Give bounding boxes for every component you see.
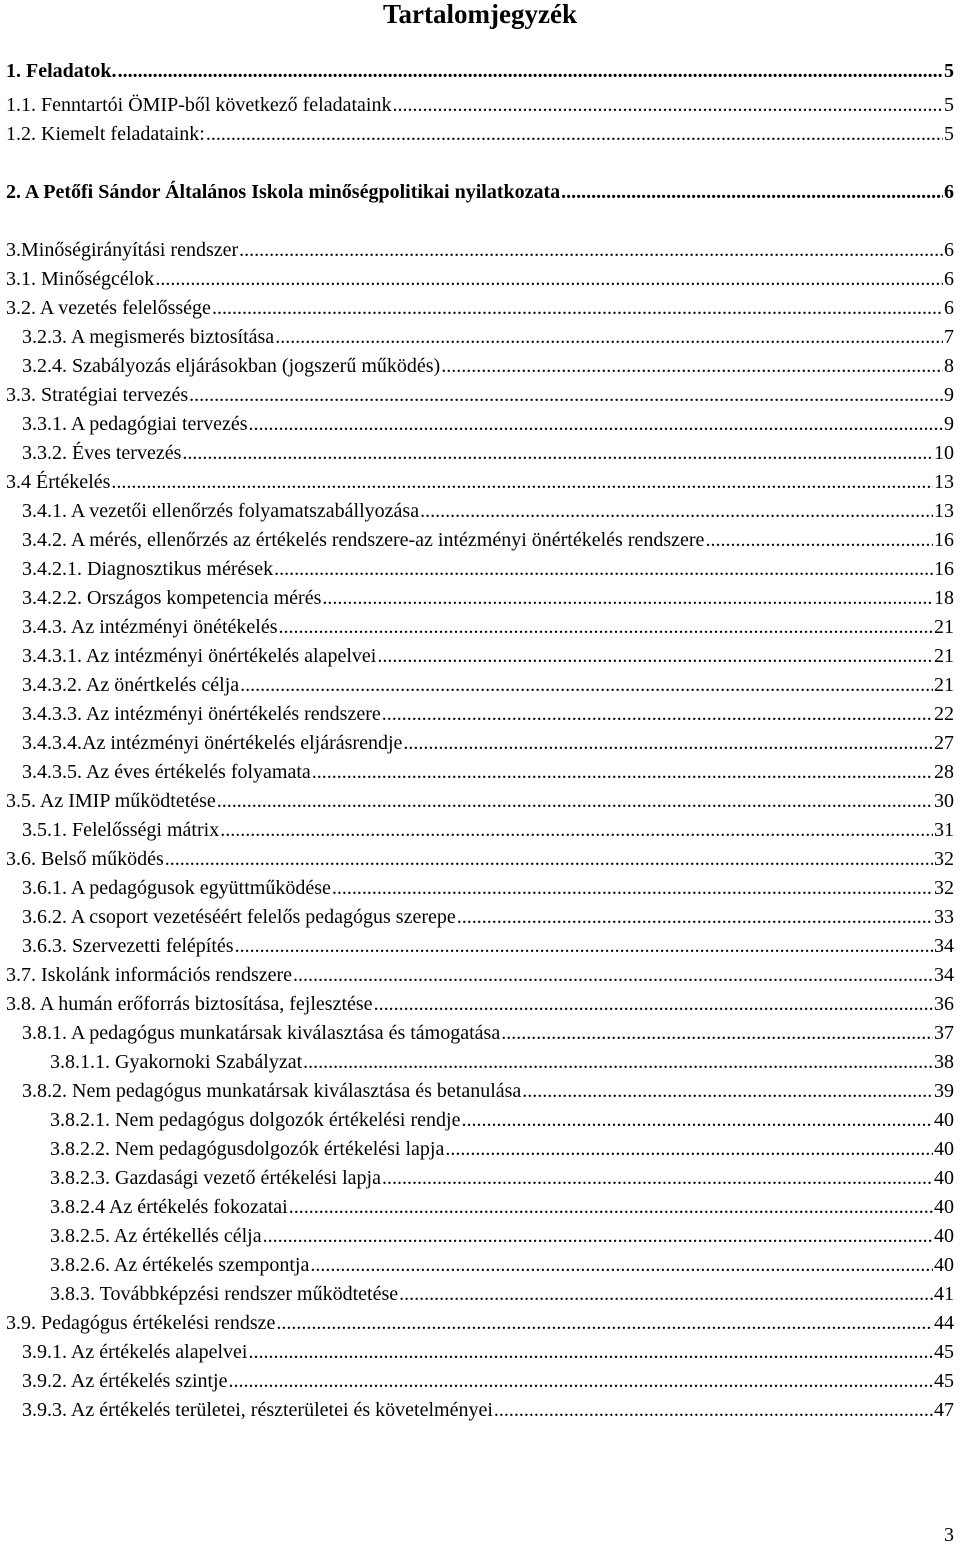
toc-entry-page: 32	[934, 848, 954, 870]
toc-entry[interactable]	[22, 1017, 954, 1045]
toc-leader-dots	[403, 731, 933, 755]
toc-entry-page: 8	[944, 355, 954, 377]
toc-entry-label: 1.2. Kiemelt feladataink:	[6, 123, 205, 145]
toc-leader-dots	[382, 702, 933, 726]
toc-leader-dots	[705, 528, 933, 552]
toc-leader-dots	[501, 1021, 933, 1045]
toc-entry-page: 34	[934, 935, 954, 957]
toc-leader-dots	[303, 1050, 933, 1074]
toc-leader-dots	[239, 238, 943, 262]
toc-entry[interactable]	[22, 1394, 954, 1422]
toc-entry-page: 6	[944, 239, 954, 261]
toc-entry-label: 3.8.1.1. Gyakornoki Szabályzat	[50, 1051, 303, 1073]
toc-entry[interactable]	[6, 466, 954, 494]
toc-leader-dots	[220, 818, 933, 842]
toc-entry[interactable]	[6, 89, 954, 117]
toc-entry-page: 34	[934, 964, 954, 986]
toc-leader-dots	[263, 1224, 933, 1248]
toc-entry-page: 44	[934, 1312, 954, 1334]
toc-entry-label: 3.4.2. A mérés, ellenőrzés az értékelés rendszere-az intézményi önértékelés rendszere	[22, 529, 705, 551]
toc-entry-label: 3.4.3. Az intézményi önétékelés	[22, 616, 278, 638]
toc-entry-page: 18	[934, 587, 954, 609]
toc-entry-label: 1.1. Fenntartói ÖMIP-ből következő feladataink	[6, 94, 392, 116]
toc-leader-dots	[111, 470, 933, 494]
toc-leader-dots	[561, 180, 943, 204]
toc-leader-dots	[278, 615, 933, 639]
toc-entry-page: 21	[934, 616, 954, 638]
toc-entry-label: 3.8.2.2. Nem pedagógusdolgozók értékelési lapja	[50, 1138, 445, 1160]
toc-entry-page: 5	[944, 60, 954, 82]
toc-leader-dots	[206, 122, 943, 146]
toc-entry[interactable]	[22, 814, 954, 842]
toc-entry[interactable]	[6, 843, 954, 871]
toc-entry[interactable]	[6, 263, 954, 291]
toc-entry[interactable]	[22, 524, 954, 552]
toc-entry-label: 3.9.1. Az értékelés alapelvei	[22, 1341, 248, 1363]
toc-entry[interactable]	[50, 1249, 954, 1277]
toc-entry-page: 45	[934, 1370, 954, 1392]
toc-entry-label: 3.3.1. A pedagógiai tervezés	[22, 413, 248, 435]
toc-entry-page: 9	[944, 413, 954, 435]
toc-leader-dots	[248, 1340, 933, 1364]
toc-leader-dots	[399, 1282, 933, 1306]
toc-entry[interactable]	[22, 698, 954, 726]
toc-entry-label: 3.9.3. Az értékelés területei, részterületei és követelményei	[22, 1399, 493, 1421]
toc-entry[interactable]	[22, 408, 954, 436]
toc-entry-label: 3.6.2. A csoport vezetéséért felelős pedagógus szerepe	[22, 906, 456, 928]
toc-entry-label: 3.5.1. Felelősségi mátrix	[22, 819, 220, 841]
toc-leader-dots	[310, 1253, 933, 1277]
toc-leader-dots	[494, 1398, 933, 1422]
toc-entry-label: 3.2.4. Szabályozás eljárásokban (jogszerű működés)	[22, 355, 441, 377]
toc-entry-label: 3.3. Stratégiai tervezés	[6, 384, 189, 406]
toc-entry-page: 13	[934, 471, 954, 493]
toc-leader-dots	[155, 267, 943, 291]
toc-entry-label: 3.4.2.2. Országos kompetencia mérés	[22, 587, 322, 609]
toc-entry[interactable]	[22, 669, 954, 697]
toc-entry[interactable]	[22, 350, 954, 378]
toc-entry-page: 41	[934, 1283, 954, 1305]
toc-leader-dots	[312, 760, 933, 784]
toc-entry-label: 3.4.3.4.Az intézményi önértékelés eljárásrendje	[22, 732, 403, 754]
toc-leader-dots	[118, 59, 943, 83]
toc-entry-page: 16	[934, 529, 954, 551]
toc-entry-label: 3.8.2. Nem pedagógus munkatársak kiválasztása és betanulása	[22, 1080, 522, 1102]
toc-entry-page: 10	[934, 442, 954, 464]
toc-entry[interactable]	[22, 640, 954, 668]
toc-entry-page: 21	[934, 674, 954, 696]
toc-leader-dots	[382, 1166, 933, 1190]
toc-entry-page: 7	[944, 326, 954, 348]
toc-entry-label: 3.2.3. A megismerés biztosítása	[22, 326, 275, 348]
toc-entry[interactable]	[50, 1046, 954, 1074]
toc-entry-page: 16	[934, 558, 954, 580]
toc-leader-dots	[189, 383, 943, 407]
toc-entry[interactable]	[22, 321, 954, 349]
toc-entry-label: 3.Minőségirányítási rendszer	[6, 239, 239, 261]
toc-entry[interactable]	[22, 437, 954, 465]
toc-entry-label: 3.4.3.5. Az éves értékelés folyamata	[22, 761, 311, 783]
toc-entry-page: 5	[944, 94, 954, 116]
toc-entry-label: 3.4.2.1. Diagnosztikus mérések	[22, 558, 274, 580]
toc-entry-page: 27	[934, 732, 954, 754]
toc-entry-label: 3.5. Az IMIP működtetése	[6, 790, 216, 812]
toc-entry[interactable]	[22, 611, 954, 639]
toc-leader-dots	[229, 1369, 934, 1393]
toc-entry-label: 3.6.3. Szervezetti felépítés	[22, 935, 234, 957]
toc-entry[interactable]	[50, 1278, 954, 1306]
toc-entry-label: 3.4.1. A vezetői ellenőrzés folyamatszabállyozása	[22, 500, 420, 522]
toc-entry-page: 32	[934, 877, 954, 899]
toc-entry[interactable]	[22, 930, 954, 958]
page-number: 3	[944, 1524, 954, 1546]
toc-leader-dots	[293, 963, 933, 987]
toc-entry[interactable]	[50, 1162, 954, 1190]
toc-entry-label: 3.9. Pedagógus értékelési rendsze	[6, 1312, 276, 1334]
toc-entry[interactable]	[6, 176, 954, 204]
toc-entry-label: 3.8.2.1. Nem pedagógus dolgozók értékelési rendje	[50, 1109, 461, 1131]
toc-leader-dots	[377, 644, 933, 668]
toc-entry-label: 3.3.2. Éves tervezés	[22, 442, 182, 464]
toc-entry[interactable]	[6, 234, 954, 262]
toc-entry[interactable]	[22, 1365, 954, 1393]
toc-entry[interactable]	[22, 582, 954, 610]
toc-leader-dots	[322, 586, 933, 610]
toc-entry-page: 6	[944, 297, 954, 319]
toc-leader-dots	[276, 1311, 933, 1335]
toc-entry-label: 3.4 Értékelés	[6, 471, 111, 493]
toc-entry-label: 3.9.2. Az értékelés szintje	[22, 1370, 228, 1392]
toc-entry-label: 3.1. Minőségcélok	[6, 268, 155, 290]
toc-leader-dots	[420, 499, 933, 523]
toc-leader-dots	[289, 1195, 933, 1219]
toc-entry-page: 40	[934, 1225, 954, 1247]
toc-entry-page: 47	[934, 1399, 954, 1421]
toc-entry-page: 38	[934, 1051, 954, 1073]
toc-entry[interactable]	[22, 495, 954, 523]
toc-entry[interactable]	[6, 988, 954, 1016]
toc-entry-page: 39	[934, 1080, 954, 1102]
toc-entry-label: 3.7. Iskolánk információs rendszere	[6, 964, 293, 986]
toc-leader-dots	[457, 905, 933, 929]
toc-entry-label: 3.6.1. A pedagógusok együttműködése	[22, 877, 331, 899]
toc-leader-dots	[392, 93, 943, 117]
toc-entry[interactable]	[22, 553, 954, 581]
toc-entry-page: 33	[934, 906, 954, 928]
toc-entry-label: 3.4.3.3. Az intézményi önértékelés rendszere	[22, 703, 381, 725]
toc-entry-page: 5	[944, 123, 954, 145]
toc-entry-label: 3.8.2.6. Az értékelés szempontja	[50, 1254, 310, 1276]
toc-entry-page: 9	[944, 384, 954, 406]
toc-entry-label: 3.8.2.5. Az értékellés célja	[50, 1225, 262, 1247]
toc-leader-dots	[249, 412, 944, 436]
toc-entry[interactable]	[6, 1307, 954, 1335]
toc-entry-page: 21	[934, 645, 954, 667]
toc-entry-page: 37	[934, 1022, 954, 1044]
toc-entry-label: 3.8.2.3. Gazdasági vezető értékelési lapja	[50, 1167, 381, 1189]
toc-entry-label: 1. Feladatok.	[6, 60, 117, 82]
toc-title: Tartalomjegyzék	[383, 0, 577, 29]
toc-leader-dots	[461, 1108, 933, 1132]
toc-entry-page: 36	[934, 993, 954, 1015]
toc-entry-label: 2. A Petőfi Sándor Általános Iskola minőségpolitikai nyilatkozata	[6, 181, 561, 203]
toc-entry-page: 13	[934, 500, 954, 522]
toc-leader-dots	[332, 876, 933, 900]
toc-leader-dots	[165, 847, 933, 871]
toc-entry[interactable]	[22, 872, 954, 900]
toc-leader-dots	[441, 354, 943, 378]
toc-entry-page: 40	[934, 1167, 954, 1189]
toc-leader-dots	[182, 441, 933, 465]
toc-entry-page: 6	[944, 181, 954, 203]
toc-entry-label: 3.2. A vezetés felelőssége	[6, 297, 211, 319]
toc-entry[interactable]	[6, 379, 954, 407]
toc-entry[interactable]	[6, 118, 954, 146]
toc-entry[interactable]	[50, 1191, 954, 1219]
toc-leader-dots	[240, 673, 933, 697]
toc-entry[interactable]	[50, 1220, 954, 1248]
toc-leader-dots	[212, 296, 943, 320]
toc-leader-dots	[445, 1137, 933, 1161]
toc-entry-page: 22	[934, 703, 954, 725]
toc-leader-dots	[235, 934, 933, 958]
toc-entry[interactable]	[50, 1133, 954, 1161]
toc-entry[interactable]	[22, 1075, 954, 1103]
toc-entry-page: 31	[934, 819, 954, 841]
toc-entry-page: 40	[934, 1138, 954, 1160]
toc-entry[interactable]	[22, 901, 954, 929]
toc-entry-page: 6	[944, 268, 954, 290]
toc-entry-page: 40	[934, 1196, 954, 1218]
toc-entry[interactable]	[6, 959, 954, 987]
toc-entry[interactable]	[50, 1104, 954, 1132]
toc-entry[interactable]	[6, 292, 954, 320]
toc-entry[interactable]	[22, 756, 954, 784]
toc-entry[interactable]	[6, 785, 954, 813]
toc-entry[interactable]	[22, 727, 954, 755]
toc-leader-dots	[274, 557, 933, 581]
toc-entry-page: 28	[934, 761, 954, 783]
toc-entry-page: 40	[934, 1109, 954, 1131]
toc-entry[interactable]	[6, 55, 954, 83]
toc-entry-label: 3.8.3. Továbbképzési rendszer működtetése	[50, 1283, 399, 1305]
toc-entry-label: 3.4.3.1. Az intézményi önértékelés alapelvei	[22, 645, 377, 667]
toc-leader-dots	[217, 789, 933, 813]
toc-entry[interactable]	[22, 1336, 954, 1364]
toc-entry-label: 3.8. A humán erőforrás biztosítása, fejlesztése	[6, 993, 373, 1015]
toc-leader-dots	[522, 1079, 933, 1103]
toc-entry-page: 45	[934, 1341, 954, 1363]
toc-entry-label: 3.8.1. A pedagógus munkatársak kiválasztása és támogatása	[22, 1022, 501, 1044]
toc-entry-label: 3.4.3.2. Az önértkelés célja	[22, 674, 240, 696]
toc-leader-dots	[374, 992, 933, 1016]
toc-entry-label: 3.8.2.4 Az értékelés fokozatai	[50, 1196, 288, 1218]
toc-entry-page: 40	[934, 1254, 954, 1276]
toc-leader-dots	[275, 325, 943, 349]
toc-entry-label: 3.6. Belső működés	[6, 848, 164, 870]
toc-entry-page: 30	[934, 790, 954, 812]
